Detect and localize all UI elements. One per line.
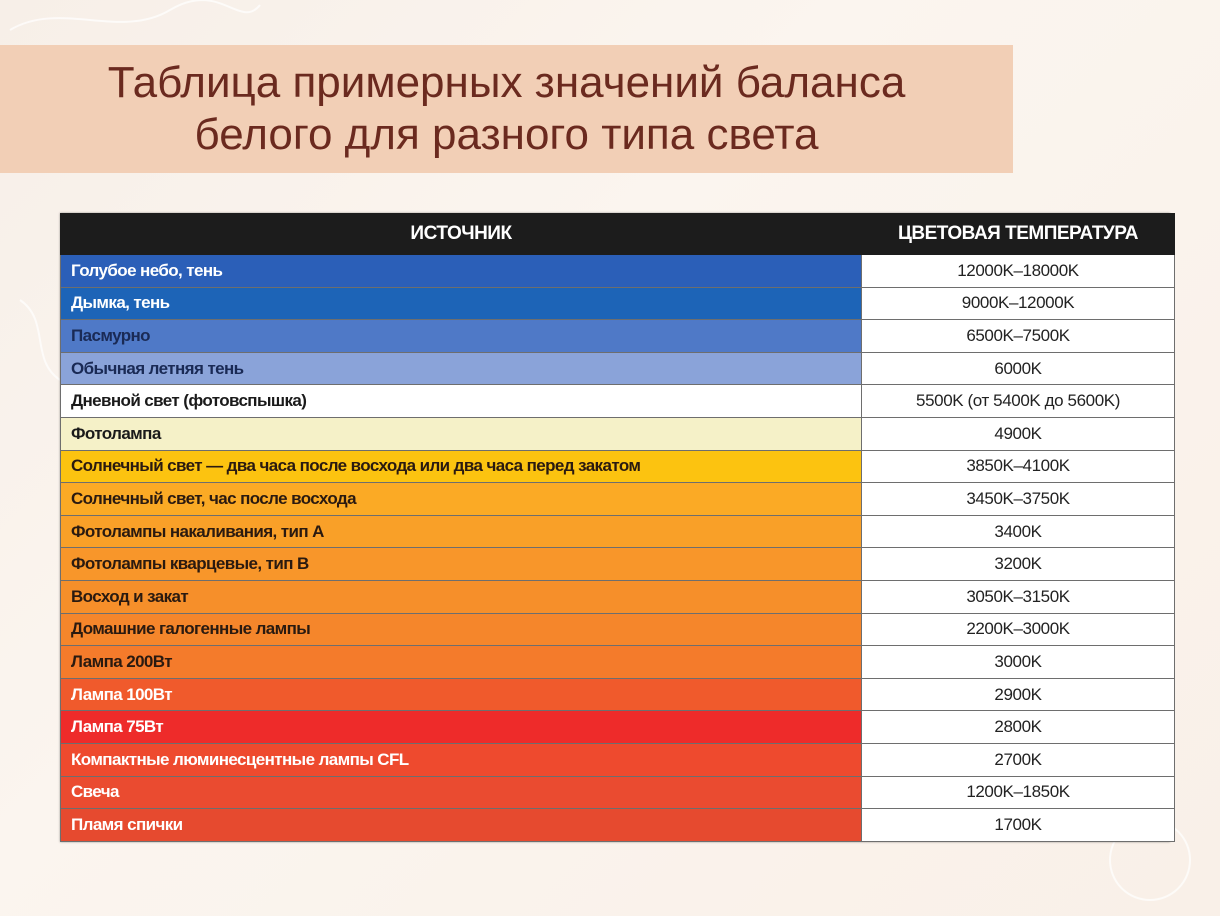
table-row: [61, 613, 1175, 646]
source-cell: Фотолампы накаливания, тип A: [61, 515, 862, 548]
source-cell: Солнечный свет — два часа после восхода или два часа перед закатом: [61, 450, 862, 483]
table-row: [61, 320, 1175, 353]
source-cell: Пасмурно: [61, 320, 862, 353]
table-row: [61, 711, 1175, 744]
temperature-cell: 3200K: [862, 548, 1175, 581]
table-row: [61, 287, 1175, 320]
temperature-cell: 6500K–7500K: [862, 320, 1175, 353]
table-header-row: [61, 214, 1175, 255]
source-cell: Пламя спички: [61, 809, 862, 842]
table-row: [61, 255, 1175, 288]
source-cell: Фотолампа: [61, 417, 862, 450]
source-cell: Солнечный свет, час после восхода: [61, 483, 862, 516]
source-cell: Фотолампы кварцевые, тип B: [61, 548, 862, 581]
temperature-cell: 2900K: [862, 678, 1175, 711]
white-balance-table: [60, 213, 1175, 842]
source-cell: Компактные люминесцентные лампы CFL: [61, 743, 862, 776]
table-row: [61, 352, 1175, 385]
table-row: [61, 450, 1175, 483]
temperature-cell: 3850K–4100K: [862, 450, 1175, 483]
source-cell: Восход и закат: [61, 580, 862, 613]
table-row: [61, 483, 1175, 516]
temperature-cell: 9000K–12000K: [862, 287, 1175, 320]
table-row: [61, 776, 1175, 809]
table-row: [61, 809, 1175, 842]
table-row: [61, 646, 1175, 679]
temperature-cell: 1200K–1850K: [862, 776, 1175, 809]
temperature-cell: 3450K–3750K: [862, 483, 1175, 516]
table-row: [61, 515, 1175, 548]
table-row: [61, 580, 1175, 613]
table-row: [61, 417, 1175, 450]
temperature-cell: 12000K–18000K: [862, 255, 1175, 288]
source-cell: Лампа 200Вт: [61, 646, 862, 679]
source-cell: Лампа 100Вт: [61, 678, 862, 711]
slide-title-banner: [0, 45, 1013, 173]
table-row: [61, 385, 1175, 418]
header-source: ИСТОЧНИК: [61, 214, 862, 255]
temperature-cell: 4900K: [862, 417, 1175, 450]
slide-title-line-2: белого для разного типа света: [194, 110, 819, 159]
white-balance-table-container: [60, 213, 1170, 842]
temperature-cell: 3050K–3150K: [862, 580, 1175, 613]
source-cell: Дымка, тень: [61, 287, 862, 320]
source-cell: Голубое небо, тень: [61, 255, 862, 288]
header-temperature: ЦВЕТОВАЯ ТЕМПЕРАТУРА: [862, 214, 1175, 255]
source-cell: Дневной свет (фотовспышка): [61, 385, 862, 418]
table-row: [61, 548, 1175, 581]
slide-title-line-1: Таблица примерных значений баланса: [107, 58, 906, 107]
source-cell: Свеча: [61, 776, 862, 809]
temperature-cell: 2800K: [862, 711, 1175, 744]
table-body: [61, 255, 1175, 842]
temperature-cell: 1700K: [862, 809, 1175, 842]
temperature-cell: 6000K: [862, 352, 1175, 385]
temperature-cell: 3400K: [862, 515, 1175, 548]
source-cell: Лампа 75Вт: [61, 711, 862, 744]
source-cell: Обычная летняя тень: [61, 352, 862, 385]
source-cell: Домашние галогенные лампы: [61, 613, 862, 646]
temperature-cell: 3000K: [862, 646, 1175, 679]
table-row: [61, 743, 1175, 776]
temperature-cell: 2200K–3000K: [862, 613, 1175, 646]
temperature-cell: 5500K (от 5400K до 5600K): [862, 385, 1175, 418]
table-row: [61, 678, 1175, 711]
temperature-cell: 2700K: [862, 743, 1175, 776]
